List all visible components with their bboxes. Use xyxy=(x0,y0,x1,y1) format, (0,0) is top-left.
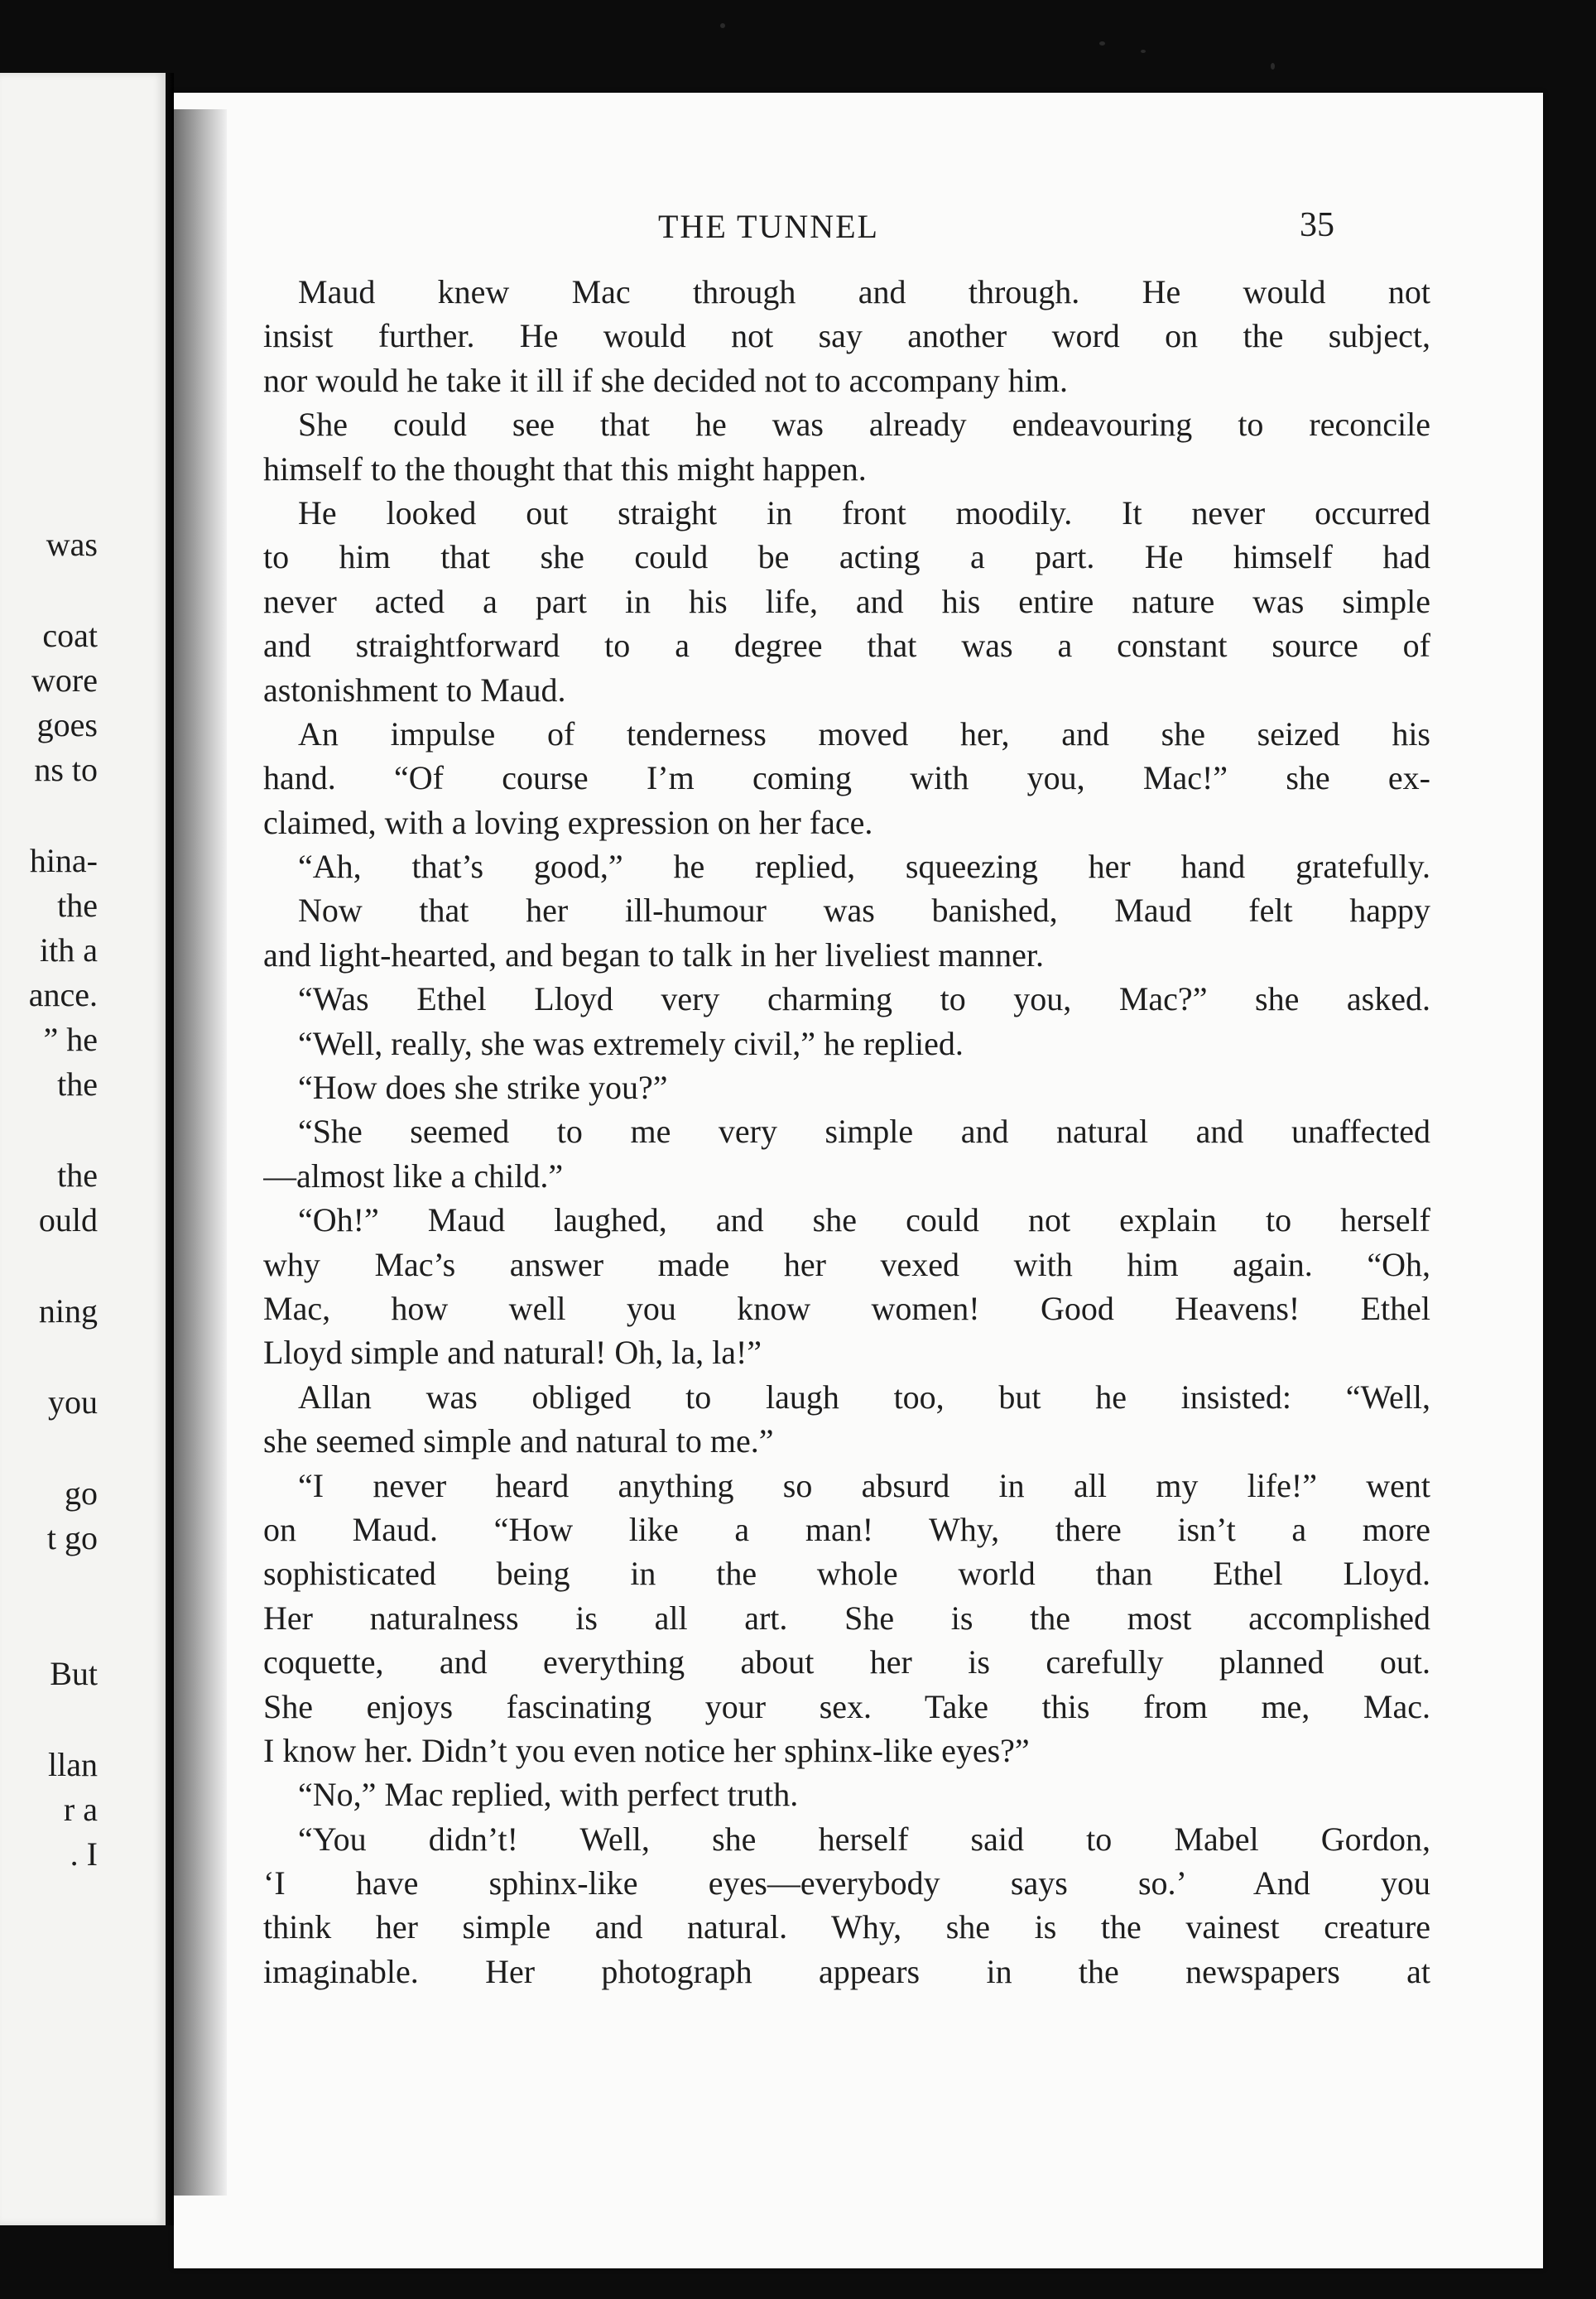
text-line: She could see that he was already endeavouring to reconcile xyxy=(298,406,1430,444)
text-line: “You didn’t! Well, she herself said to Mabel Gordon, xyxy=(298,1820,1430,1858)
facing-page-fragment-line: ance. xyxy=(28,976,98,1013)
text-line: nor would he take it ill if she decided not to accompany him. xyxy=(263,361,1068,399)
text-line: “I never heard anything so absurd in all my life!” went xyxy=(298,1466,1430,1504)
page-number: 35 xyxy=(1300,206,1334,244)
text-line: “Oh!” Maud laughed, and she could not explain to herself xyxy=(298,1201,1430,1239)
facing-page-fragment-line: goes xyxy=(36,706,98,743)
text-line: coquette, and everything about her is carefully planned out. xyxy=(263,1643,1430,1681)
facing-page-fragment-line: go xyxy=(65,1474,98,1512)
text-line: Mac, how well you know women! Good Heavens! Ethel xyxy=(263,1289,1430,1327)
text-line: ‘I have sphinx-like eyes—everybody says so.’ And you xyxy=(263,1864,1430,1902)
text-line: “Ah, that’s good,” he replied, squeezing her hand gratefully. xyxy=(298,848,1430,886)
book-gutter xyxy=(166,73,174,2225)
text-line: “Well, really, she was extremely civil,” he replied. xyxy=(298,1024,964,1062)
page-body-text xyxy=(263,270,1430,1994)
text-line: and light-hearted, and began to talk in her liveliest manner. xyxy=(263,935,1045,974)
facing-page-fragment-line: . I xyxy=(70,1835,98,1873)
facing-page-fragment-line: ning xyxy=(38,1292,98,1330)
text-line: “She seemed to me very simple and natural and unaffected xyxy=(298,1113,1430,1151)
text-line: “How does she strike you?” xyxy=(298,1069,668,1107)
text-line: —almost like a child.” xyxy=(263,1157,564,1195)
text-line: Now that her ill-humour was banished, Maud felt happy xyxy=(298,892,1430,930)
facing-page-fragment-line: you xyxy=(48,1383,98,1421)
text-line: insist further. He would not say another word on the subject, xyxy=(263,317,1430,355)
facing-page-fragment xyxy=(0,73,166,2225)
facing-page-fragment-line: r a xyxy=(63,1791,98,1828)
facing-page-fragment-line: t go xyxy=(46,1519,98,1556)
text-line: astonishment to Maud. xyxy=(263,671,566,709)
text-line: Allan was obliged to laugh too, but he insisted: “Well, xyxy=(298,1378,1430,1416)
text-line: He looked out straight in front moodily. It never occurred xyxy=(298,493,1430,531)
facing-page-fragment-line: the xyxy=(57,1065,98,1103)
facing-page-fragment-line: But xyxy=(50,1655,98,1692)
text-line: to him that she could be acting a part. He himself had xyxy=(263,538,1430,576)
running-head: THE TUNNEL xyxy=(658,208,879,245)
text-line: imaginable. Her photograph appears in the newspapers at xyxy=(263,1952,1430,1990)
facing-page-fragment-line: ns to xyxy=(34,751,98,788)
facing-page-fragment-line: ith a xyxy=(40,931,98,969)
text-line: think her simple and natural. Why, she is the vainest creature xyxy=(263,1908,1430,1946)
text-line: hand. “Of course I’m coming with you, Mac!” she ex- xyxy=(263,759,1430,797)
page-spine-shadow xyxy=(174,109,227,2196)
text-line: She enjoys fascinating your sex. Take this from me, Mac. xyxy=(263,1687,1430,1725)
facing-page-fragment-line: ould xyxy=(38,1201,98,1238)
text-line: Her naturalness is all art. She is the most accomplished xyxy=(263,1599,1430,1637)
text-line: “Was Ethel Lloyd very charming to you, Mac?” she asked. xyxy=(298,980,1430,1018)
text-line: Maud knew Mac through and through. He would not xyxy=(298,273,1430,310)
facing-page-fragment-line: ” he xyxy=(43,1021,98,1058)
text-line: An impulse of tenderness moved her, and she seized his xyxy=(298,714,1430,753)
text-line: why Mac’s answer made her vexed with him again. “Oh, xyxy=(263,1245,1430,1283)
facing-page-fragment-line: hina- xyxy=(29,842,98,879)
book-page xyxy=(174,93,1543,2268)
text-line: and straightforward to a degree that was a constant source of xyxy=(263,627,1430,665)
facing-page-text xyxy=(0,73,166,2225)
facing-page-fragment-line: the xyxy=(57,1157,98,1194)
scan-speck xyxy=(1271,63,1275,70)
text-line: claimed, with a loving expression on her face. xyxy=(263,803,873,841)
facing-page-fragment-line: the xyxy=(57,887,98,924)
text-line: “No,” Mac replied, with perfect truth. xyxy=(298,1776,799,1814)
text-line: Lloyd simple and natural! Oh, la, la!” xyxy=(263,1334,762,1372)
text-line: never acted a part in his life, and his entire nature was simple xyxy=(263,582,1430,620)
scan-speck xyxy=(720,23,725,28)
scan-speck xyxy=(1099,41,1105,46)
text-line: sophisticated being in the whole world than Ethel Lloyd. xyxy=(263,1555,1430,1593)
text-line: she seemed simple and natural to me.” xyxy=(263,1422,774,1460)
text-line: on Maud. “How like a man! Why, there isn’t a more xyxy=(263,1510,1430,1548)
facing-page-fragment-line: coat xyxy=(42,617,98,654)
facing-page-fragment-line: wore xyxy=(31,661,98,699)
facing-page-fragment-line: llan xyxy=(48,1746,98,1783)
text-line: himself to the thought that this might happen. xyxy=(263,450,867,488)
facing-page-fragment-line: was xyxy=(46,526,98,563)
text-line: I know her. Didn’t you even notice her sphinx-like eyes?” xyxy=(263,1731,1030,1769)
scan-speck xyxy=(1141,50,1146,53)
